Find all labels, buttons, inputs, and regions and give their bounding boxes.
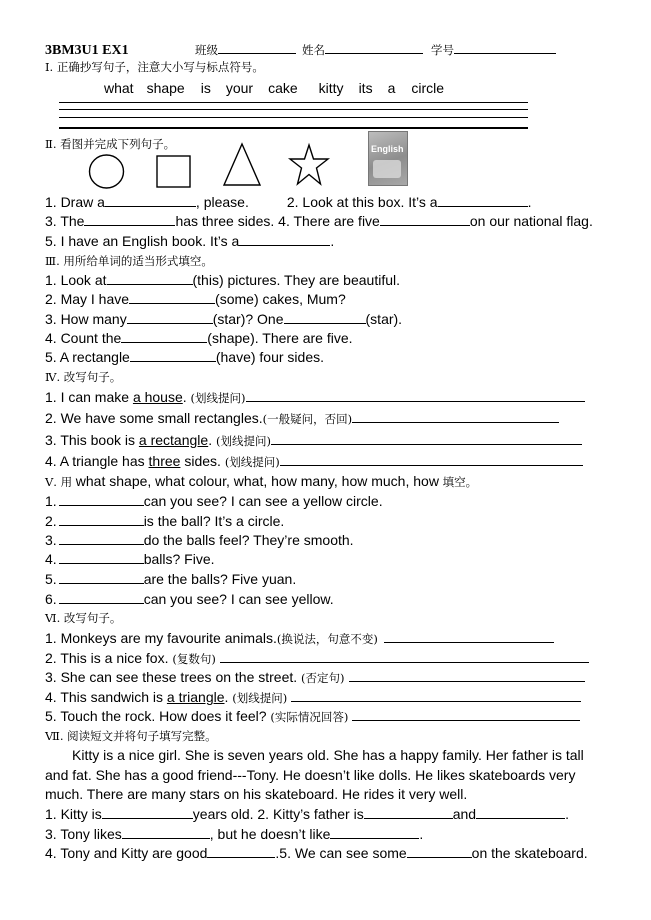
answer-blank[interactable]: [349, 669, 585, 682]
answer-blank[interactable]: [84, 213, 175, 226]
s7-line-1: 1. Kitty is years old. 2. Kitty’s father is and .: [45, 806, 569, 822]
section-6-title: Ⅵ. 改写句子。: [45, 611, 122, 625]
answer-blank[interactable]: [284, 311, 366, 324]
s2-line-2: 3. The has three sides. 4. There are five on our national flag.: [45, 213, 593, 229]
answer-blank[interactable]: [407, 845, 472, 858]
student-id-field: 学号: [431, 41, 556, 59]
section-5-title: Ⅴ. 用 what shape, what colour, what, how many, how much, how 填空。: [45, 473, 478, 489]
underlined-target: a rectangle: [138, 432, 209, 448]
name-blank[interactable]: [325, 41, 423, 54]
answer-blank[interactable]: [476, 806, 565, 819]
word: your: [225, 80, 254, 96]
s5-item: 1. can you see? I can see a yellow circle.: [45, 493, 383, 509]
square-icon: [156, 155, 192, 188]
word: kitty: [318, 80, 344, 96]
writing-line[interactable]: [59, 109, 528, 110]
word: shape: [146, 80, 185, 96]
s6-line-2: 2. This is a nice fox. (复数句): [45, 650, 589, 668]
passage-line: much. There are many stars on his skateboard. He rides it very well.: [45, 786, 468, 802]
word: cake: [268, 80, 298, 96]
answer-blank[interactable]: [352, 708, 580, 721]
worksheet-header: [45, 41, 129, 59]
scrambled-words: [104, 80, 444, 97]
answer-blank[interactable]: [59, 513, 144, 526]
book-cover-art: [373, 160, 401, 178]
answer-blank[interactable]: [102, 806, 193, 819]
s6-line-3: 3. She can see these trees on the street. (否定句): [45, 669, 585, 687]
word: its: [358, 80, 373, 96]
s4-line-1: 1. I can make a house. (划线提问): [45, 389, 585, 407]
answer-blank[interactable]: [271, 432, 582, 445]
answer-blank[interactable]: [121, 330, 207, 343]
answer-blank[interactable]: [59, 571, 144, 584]
answer-blank[interactable]: [239, 233, 330, 246]
star-icon: [289, 144, 329, 186]
passage-line: Kitty is a nice girl. She is seven years old. She has a happy family. Her father is tall: [72, 747, 584, 763]
answer-blank[interactable]: [107, 272, 193, 285]
word: a: [387, 80, 396, 96]
s4-line-4: 4. A triangle has three sides. (划线提问): [45, 453, 583, 471]
answer-blank[interactable]: [59, 591, 144, 604]
answer-blank[interactable]: [380, 213, 470, 226]
section-1-title: Ⅰ. 正确抄写句子，注意大小写与标点符号。: [45, 60, 264, 74]
word: is: [200, 80, 211, 96]
section-2-title: Ⅱ. 看图并完成下列句子。: [45, 137, 176, 151]
answer-blank[interactable]: [207, 845, 275, 858]
answer-blank[interactable]: [122, 826, 210, 839]
underlined-target: a triangle: [166, 689, 225, 705]
circle-icon: [88, 154, 125, 189]
s3-line-2: 2. May I have (some) cakes, Mum?: [45, 291, 346, 307]
answer-blank[interactable]: [127, 311, 213, 324]
answer-blank[interactable]: [129, 291, 215, 304]
name-field: 姓名: [302, 41, 423, 59]
s4-line-2: 2. We have some small rectangles.(一般疑问，否回): [45, 410, 559, 428]
worksheet-code: 3BM3U1 EX1: [45, 43, 129, 58]
answer-blank[interactable]: [438, 194, 528, 207]
s5-item: 4. balls? Five.: [45, 551, 215, 567]
underlined-target: a house: [132, 389, 183, 405]
book-cover-title: English: [371, 144, 404, 154]
s4-line-3: 3. This book is a rectangle. (划线提问): [45, 432, 582, 450]
class-field: 班级: [195, 41, 296, 59]
s7-line-3: 4. Tony and Kitty are good .5. We can see some on the skateboard.: [45, 845, 588, 861]
s5-item: 2. is the ball? It’s a circle.: [45, 513, 285, 529]
s5-item: 6. can you see? I can see yellow.: [45, 591, 334, 607]
s3-line-4: 4. Count the (shape). There are five.: [45, 330, 353, 346]
answer-blank[interactable]: [220, 650, 589, 663]
english-book-icon: [368, 131, 408, 186]
s3-line-1: 1. Look at (this) pictures. They are beautiful.: [45, 272, 401, 288]
s5-item: 5. are the balls? Five yuan.: [45, 571, 297, 587]
s6-line-5: 5. Touch the rock. How does it feel? (实际情况回答): [45, 708, 580, 726]
word: what: [104, 80, 134, 96]
word: circle: [411, 80, 445, 96]
s7-line-2: 3. Tony likes , but he doesn’t like .: [45, 826, 424, 842]
writing-line[interactable]: [59, 102, 528, 103]
answer-blank[interactable]: [364, 806, 453, 819]
s2-line-1: 1. Draw a , please. 2. Look at this box. It’s a .: [45, 194, 532, 210]
class-blank[interactable]: [218, 41, 296, 54]
answer-blank[interactable]: [384, 630, 554, 643]
answer-blank[interactable]: [59, 551, 144, 564]
id-blank[interactable]: [454, 41, 556, 54]
answer-blank[interactable]: [291, 689, 581, 702]
section-7-title: Ⅶ. 阅读短文并将句子填写完整。: [45, 729, 217, 743]
s2-line-3: 5. I have an English book. It’s a .: [45, 233, 335, 249]
underlined-target: three: [148, 453, 181, 469]
s3-line-5: 5. A rectangle (have) four sides.: [45, 349, 325, 365]
answer-blank[interactable]: [280, 453, 583, 466]
s6-line-4: 4. This sandwich is a triangle. (划线提问): [45, 689, 581, 707]
s5-item: 3. do the balls feel? They’re smooth.: [45, 532, 354, 548]
writing-line[interactable]: [59, 117, 528, 118]
writing-line[interactable]: [59, 127, 528, 129]
answer-blank[interactable]: [105, 194, 196, 207]
triangle-icon: [222, 143, 262, 187]
passage-line: and fat. She has a good friend---Tony. He doesn’t like dolls. He likes skateboards very: [45, 767, 576, 783]
answer-blank[interactable]: [246, 389, 585, 402]
answer-blank[interactable]: [59, 493, 144, 506]
answer-blank[interactable]: [130, 349, 216, 362]
answer-blank[interactable]: [352, 410, 559, 423]
answer-blank[interactable]: [330, 826, 419, 839]
s3-line-3: 3. How many (star)? One (star).: [45, 311, 403, 327]
answer-blank[interactable]: [59, 532, 144, 545]
s6-line-1: 1. Monkeys are my favourite animals.(换说法，句意不变): [45, 630, 554, 648]
section-3-title: Ⅲ. 用所给单词的适当形式填空。: [45, 254, 213, 268]
section-4-title: Ⅳ. 改写句子。: [45, 370, 122, 384]
